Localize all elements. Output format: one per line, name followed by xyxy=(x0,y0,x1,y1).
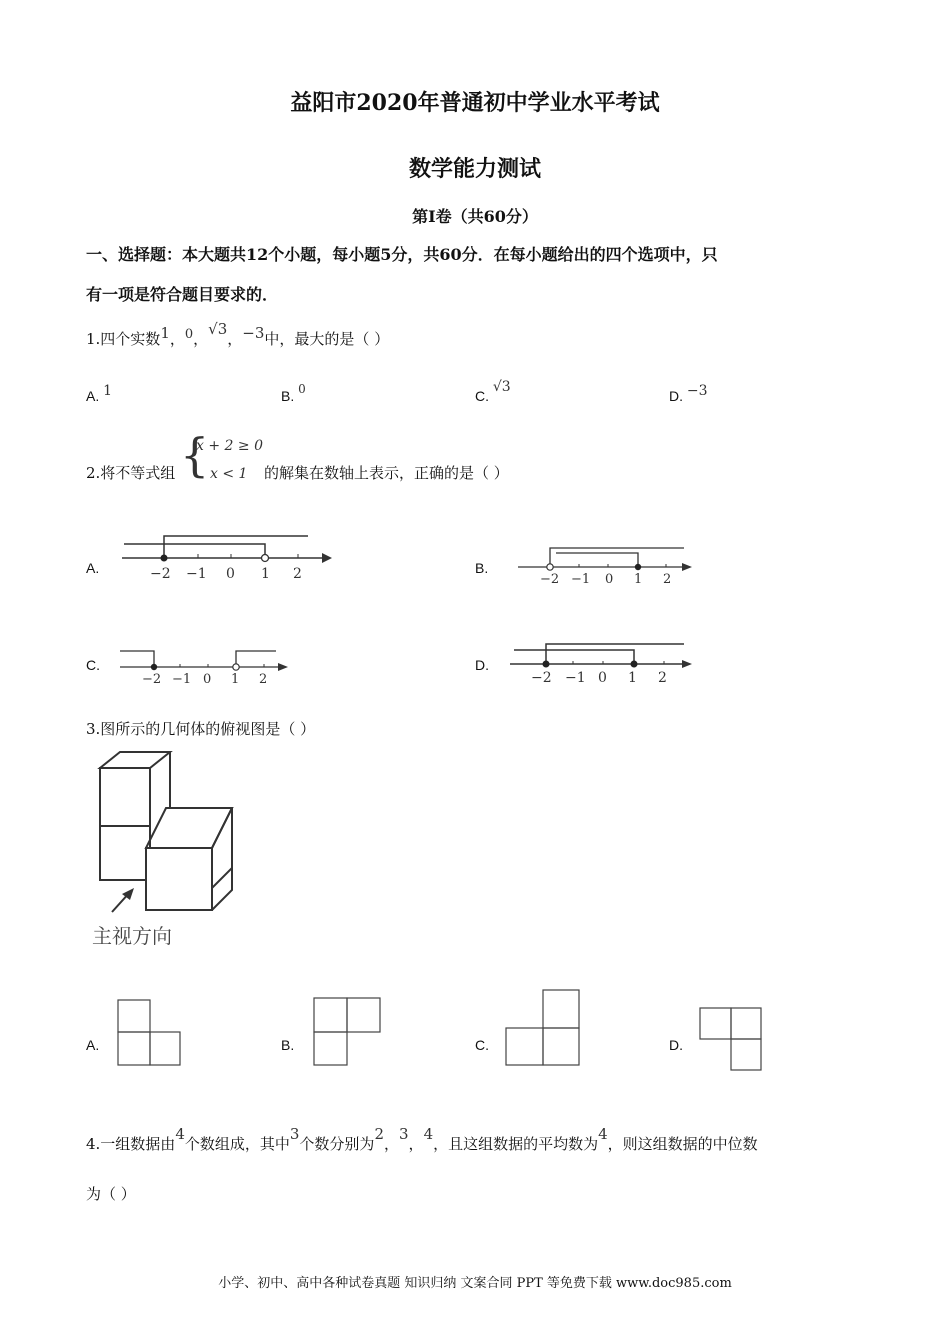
q4-number: 2 xyxy=(374,1125,384,1143)
q1-prefix: 1.四个实数 xyxy=(86,330,161,348)
q1-comma: ， xyxy=(193,330,209,348)
tick-label: −1 xyxy=(186,566,207,582)
tick-label: 1 xyxy=(261,566,270,582)
tick-label: 1 xyxy=(231,672,240,687)
tick-label: −2 xyxy=(142,672,162,687)
number-line-a xyxy=(120,528,340,592)
q1-option-d[interactable] xyxy=(669,383,708,405)
option-label: B. xyxy=(281,388,295,404)
top-view-a xyxy=(117,998,183,1068)
q2-inequality-2: x < 1 xyxy=(210,466,248,482)
q4-text: ，则这组数据的中位数 xyxy=(607,1135,758,1153)
exam-subtitle: 数学能力测试 xyxy=(408,156,541,182)
q3-option-c[interactable]: C. xyxy=(475,1037,489,1053)
q4-number: 4 xyxy=(598,1125,608,1143)
question-4-line2: 为（ ） xyxy=(86,1185,136,1203)
q1-suffix: 中，最大的是（ ） xyxy=(264,330,390,348)
section-instructions-line2: 有一项是符合题目要求的． xyxy=(86,285,279,304)
q4-text: ， xyxy=(408,1135,424,1153)
top-view-d xyxy=(698,1006,764,1072)
q3-option-b[interactable]: B. xyxy=(281,1037,295,1053)
tick-label: 1 xyxy=(628,670,637,686)
q4-text: 4.一组数据由 xyxy=(86,1135,176,1153)
q1-number-sqrt3: √3 xyxy=(208,320,228,338)
tick-label: 2 xyxy=(259,672,268,687)
q2-prefix: 2.将不等式组 xyxy=(86,464,176,482)
section-instructions-line1: 一、选择题：本大题共12个小题，每小题5分，共60分．在每小题给出的四个选项中，只 xyxy=(86,245,718,264)
q1-option-a[interactable] xyxy=(86,383,113,405)
q2-option-b[interactable]: B. xyxy=(475,560,489,576)
question-1 xyxy=(86,320,390,349)
q1-number-1: 1 xyxy=(160,324,170,342)
q2-inequality-1: x + 2 ≥ 0 xyxy=(196,438,263,454)
q4-number: 3 xyxy=(289,1125,300,1143)
q4-number: 4 xyxy=(175,1125,185,1143)
q2-option-c[interactable]: C. xyxy=(86,657,100,673)
q4-text: 个数组成，其中 xyxy=(184,1135,290,1153)
tick-label: −2 xyxy=(531,670,552,686)
direction-label: 主视方向 xyxy=(92,924,172,948)
q4-text: ， xyxy=(383,1135,399,1153)
tick-label: 0 xyxy=(203,672,212,687)
option-value: 0 xyxy=(298,382,306,396)
question-4 xyxy=(86,1125,758,1154)
q4-text: 个数分别为 xyxy=(299,1135,375,1153)
q1-number-0: 0 xyxy=(184,327,194,342)
q1-comma: ， xyxy=(169,330,185,348)
tick-label: 0 xyxy=(598,670,607,686)
q1-option-b[interactable] xyxy=(281,382,306,404)
q4-number: 4 xyxy=(423,1125,434,1143)
option-value: −3 xyxy=(686,383,708,399)
q2-option-a[interactable]: A. xyxy=(86,560,100,576)
q1-option-c[interactable] xyxy=(475,379,511,405)
question-3: 3.图所示的几何体的俯视图是（ ） xyxy=(86,720,316,738)
exam-title: 益阳市2020年普通初中学业水平考试 xyxy=(290,90,660,116)
top-view-c xyxy=(505,988,585,1068)
option-label: C. xyxy=(475,388,489,404)
tick-label: −2 xyxy=(540,572,560,587)
q3-option-a[interactable]: A. xyxy=(86,1037,100,1053)
tick-label: 0 xyxy=(226,566,235,582)
q2-option-d[interactable]: D. xyxy=(475,657,489,673)
tick-label: 2 xyxy=(663,572,672,587)
q4-number: 3 xyxy=(399,1125,409,1143)
tick-label: −1 xyxy=(565,670,586,686)
tick-label: −2 xyxy=(150,566,171,582)
brace-icon: { xyxy=(180,428,210,482)
tick-label: 1 xyxy=(634,572,643,587)
tick-label: 2 xyxy=(658,670,667,686)
option-value: √3 xyxy=(492,379,511,395)
top-view-b xyxy=(313,996,385,1068)
direction-arrow-icon xyxy=(108,886,138,916)
page-footer: 小学、初中、高中各种试卷真题 知识归纳 文案合同 PPT 等免费下载 www.doc985.com xyxy=(218,1276,732,1291)
tick-label: 0 xyxy=(605,572,614,587)
q3-option-d[interactable]: D. xyxy=(669,1037,683,1053)
tick-label: −1 xyxy=(172,672,192,687)
option-value: 1 xyxy=(103,383,113,399)
q4-text: ，且这组数据的平均数为 xyxy=(433,1135,599,1153)
tick-label: −1 xyxy=(571,572,591,587)
q1-comma: ， xyxy=(227,330,243,348)
tick-label: 2 xyxy=(293,566,302,582)
q1-number-neg3: −3 xyxy=(242,324,265,342)
volume-heading: 第Ⅰ卷（共60分） xyxy=(412,207,538,226)
option-label: D. xyxy=(669,388,683,404)
option-label: A. xyxy=(86,388,100,404)
q2-suffix: 的解集在数轴上表示，正确的是（ ） xyxy=(264,464,509,482)
